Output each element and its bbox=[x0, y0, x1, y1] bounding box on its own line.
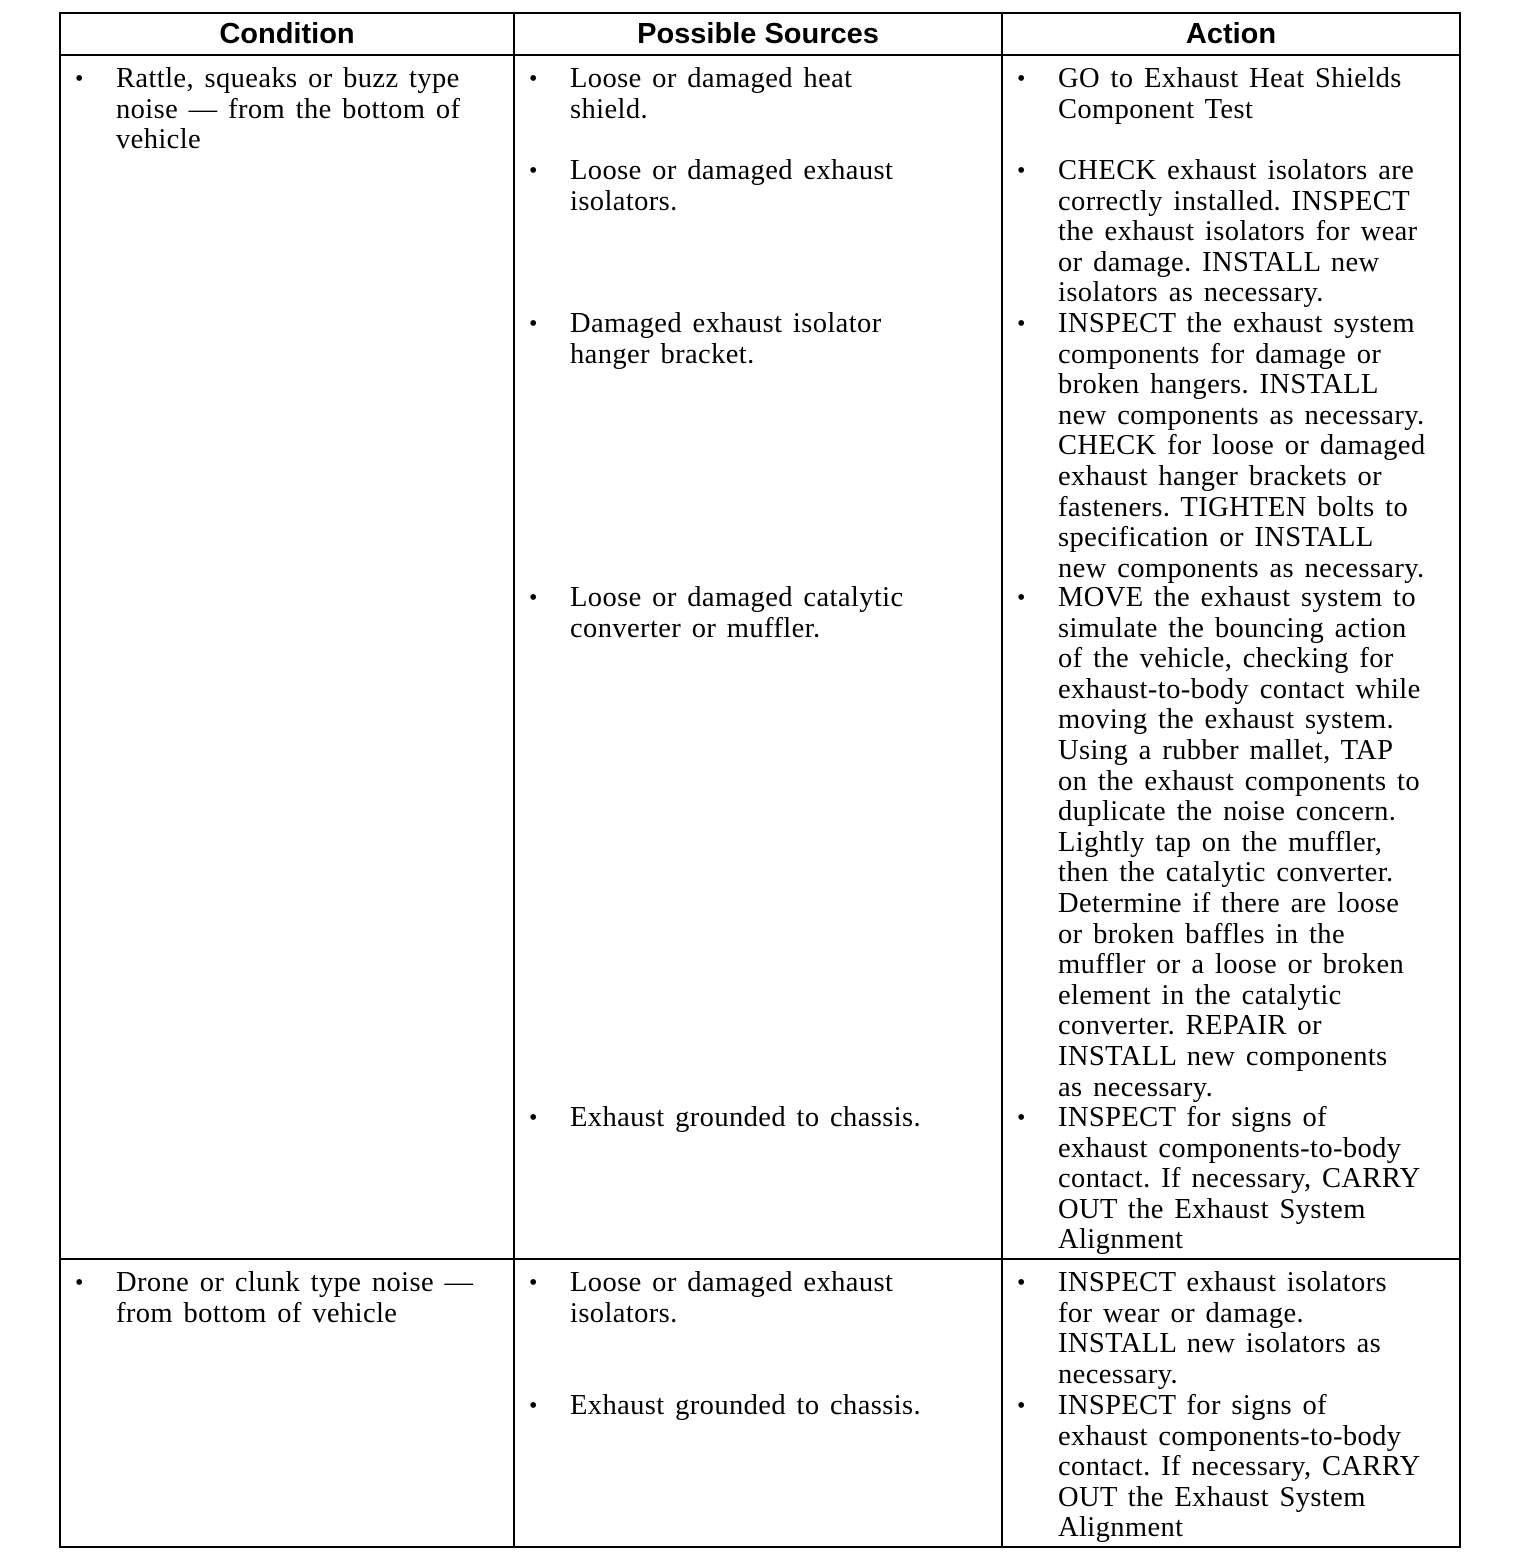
bullet-icon: • bbox=[75, 66, 84, 92]
condition-cell bbox=[61, 1260, 515, 1546]
bullet-icon: • bbox=[529, 1270, 538, 1296]
condition-text: Drone or clunk type noise — from bottom of vehicle bbox=[116, 1267, 474, 1329]
action-text: INSPECT for signs of exhaust components-to-body contact. If necessary, CARRY OUT the Exhaust System Alignment bbox=[1058, 1390, 1421, 1544]
action-cell bbox=[1003, 1260, 1459, 1546]
action-text: MOVE the exhaust system to simulate the bouncing action of the vehicle, checking for exhaust-to-body contact while moving the exhaust system. Using a rubber mallet, TAP on the exhaust components to duplicate the noise concern. Lightly tap on the muffler, then the catalytic converter. Determine if there are loose or broken baffles in the muffler or a loose or broken element in the catalytic converter. REPAIR or INSTALL new components as necessary. bbox=[1058, 582, 1421, 1103]
action-text: GO to Exhaust Heat Shields Component Test bbox=[1058, 63, 1402, 125]
bullet-icon: • bbox=[529, 158, 538, 184]
bullet-icon: • bbox=[529, 311, 538, 337]
source-text: Exhaust grounded to chassis. bbox=[570, 1102, 922, 1133]
source-text: Loose or damaged heat shield. bbox=[570, 63, 853, 125]
action-cell bbox=[1003, 56, 1459, 1258]
action-text: INSPECT the exhaust system components for damage or broken hangers. INSTALL new components as necessary. CHECK for loose or damaged exhaust hanger brackets or fasteners. TIGHTEN bolts to specification or INSTALL new components as necessary. bbox=[1058, 308, 1426, 584]
header-possible-sources: Possible Sources bbox=[515, 14, 1003, 54]
action-text: INSPECT for signs of exhaust components-to-body contact. If necessary, CARRY OUT the Exhaust System Alignment bbox=[1058, 1102, 1421, 1256]
condition-cell bbox=[61, 56, 515, 1258]
bullet-icon: • bbox=[529, 585, 538, 611]
source-text: Loose or damaged catalytic converter or muffler. bbox=[570, 582, 904, 644]
table-row bbox=[61, 1260, 1459, 1546]
bullet-icon: • bbox=[529, 1105, 538, 1131]
bullet-icon: • bbox=[1017, 1270, 1026, 1296]
bullet-icon: • bbox=[529, 1393, 538, 1419]
bullet-icon: • bbox=[1017, 311, 1026, 337]
source-text: Exhaust grounded to chassis. bbox=[570, 1390, 922, 1421]
source-text: Damaged exhaust isolator hanger bracket. bbox=[570, 308, 882, 370]
action-text: INSPECT exhaust isolators for wear or damage. INSTALL new isolators as necessary. bbox=[1058, 1267, 1387, 1390]
bullet-icon: • bbox=[529, 66, 538, 92]
action-text: CHECK exhaust isolators are correctly installed. INSPECT the exhaust isolators for wear or damage. INSTALL new isolators as necessary. bbox=[1058, 155, 1418, 309]
bullet-icon: • bbox=[1017, 1393, 1026, 1419]
table-row bbox=[61, 56, 1459, 1260]
diagnosis-table bbox=[59, 12, 1461, 1548]
sources-cell bbox=[515, 56, 1003, 1258]
source-text: Loose or damaged exhaust isolators. bbox=[570, 1267, 894, 1329]
table-header-row bbox=[61, 14, 1459, 56]
sources-cell bbox=[515, 1260, 1003, 1546]
bullet-icon: • bbox=[1017, 158, 1026, 184]
bullet-icon: • bbox=[1017, 1105, 1026, 1131]
condition-text: Rattle, squeaks or buzz type noise — from the bottom of vehicle bbox=[116, 63, 461, 156]
bullet-icon: • bbox=[1017, 66, 1026, 92]
header-condition: Condition bbox=[61, 14, 515, 54]
source-text: Loose or damaged exhaust isolators. bbox=[570, 155, 894, 217]
header-action: Action bbox=[1185, 17, 1277, 50]
bullet-icon: • bbox=[75, 1270, 84, 1296]
bullet-icon: • bbox=[1017, 585, 1026, 611]
